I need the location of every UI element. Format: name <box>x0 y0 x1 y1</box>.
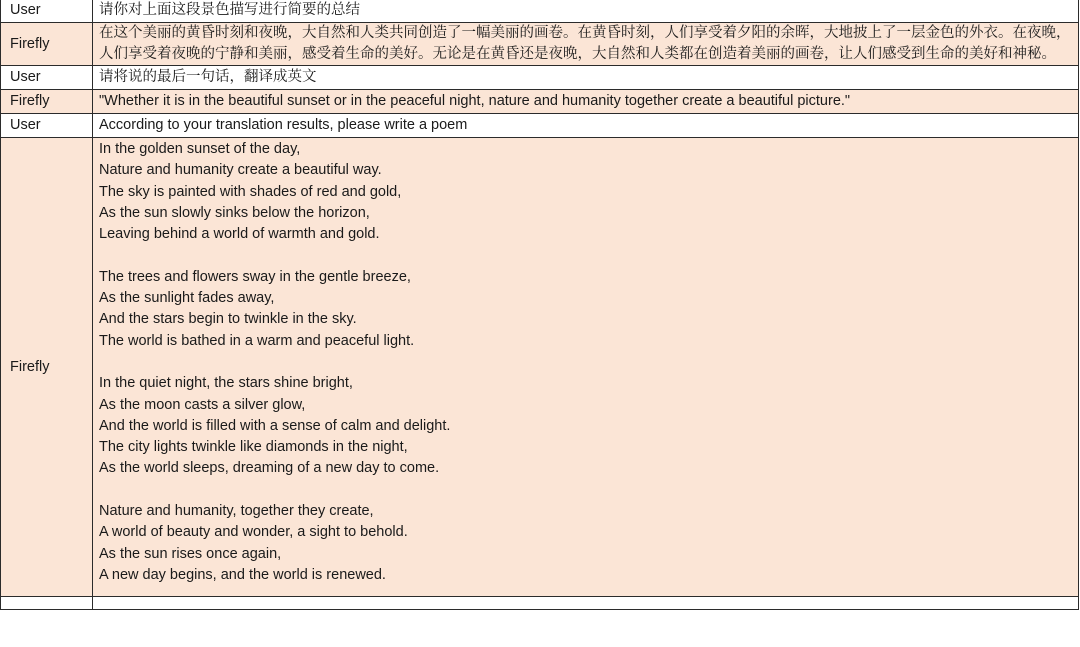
role-cell: User <box>1 0 93 23</box>
message-cell: According to your translation results, please write a poem <box>93 114 1079 138</box>
poem-stanza-break <box>99 245 1072 266</box>
poem-stanza-break <box>99 352 1072 373</box>
poem-line: Nature and humanity, together they create, <box>99 503 374 520</box>
table-row <box>1 138 1079 597</box>
poem-line: As the world sleeps, dreaming of a new day to come. <box>99 460 440 477</box>
message-text: 在这个美丽的黄昏时刻和夜晚，大自然和人类共同创造了一幅美丽的画卷。在黄昏时刻，人们享受着夕阳的余晖，大地披上了一层金色的外衣。在夜晚，人们享受着夜晚的宁静和美丽，感受着生命的美好。无论是在黄昏还是夜晚，大自然和人类都在创造着美丽的画卷，让人们感受到生命的美好和神秘。 <box>99 25 1071 62</box>
role-cell: User <box>1 114 93 138</box>
poem-stanza-break <box>99 480 1072 501</box>
poem-line: In the quiet night, the stars shine bright, <box>99 375 353 392</box>
table-row <box>1 66 1079 90</box>
poem-line: Leaving behind a world of warmth and gold. <box>99 226 380 243</box>
poem-line: And the world is filled with a sense of calm and delight. <box>99 417 451 434</box>
poem-line: As the moon casts a silver glow, <box>99 396 306 413</box>
role-cell: Firefly <box>1 138 93 597</box>
poem-line: The world is bathed in a warm and peaceful light. <box>99 332 415 349</box>
poem-line: In the golden sunset of the day, <box>99 141 301 157</box>
role-cell: Firefly <box>1 23 93 66</box>
table-row <box>1 597 1079 610</box>
message-cell: 请你对上面这段景色描写进行简要的总结 <box>93 0 1079 23</box>
poem-line: The sky is painted with shades of red and gold, <box>99 183 402 200</box>
poem-line: As the sunlight fades away, <box>99 290 275 307</box>
message-cell: "Whether it is in the beautiful sunset or in the peaceful night, nature and humanity together create a beautiful picture." <box>93 90 1079 114</box>
role-cell: Firefly <box>1 90 93 114</box>
table-row <box>1 90 1079 114</box>
poem-line: The city lights twinkle like diamonds in the night, <box>99 439 408 456</box>
message-cell: 请将说的最后一句话，翻译成英文 <box>93 66 1079 90</box>
message-cell <box>93 597 1079 610</box>
table-row <box>1 23 1079 66</box>
poem-cell <box>93 138 1079 597</box>
table-row <box>1 0 1079 23</box>
poem-line: As the sun rises once again, <box>99 545 282 562</box>
poem-line: A world of beauty and wonder, a sight to behold. <box>99 524 408 541</box>
role-cell <box>1 597 93 610</box>
poem-line: A new day begins, and the world is renewed. <box>99 566 386 583</box>
role-cell: User <box>1 66 93 90</box>
poem-line: As the sun slowly sinks below the horizon, <box>99 204 370 221</box>
poem-line: The trees and flowers sway in the gentle breeze, <box>99 268 411 285</box>
table-row <box>1 114 1079 138</box>
message-cell <box>93 23 1079 66</box>
poem-line: Nature and humanity create a beautiful way. <box>99 162 382 179</box>
poem-line: And the stars begin to twinkle in the sky. <box>99 311 357 328</box>
